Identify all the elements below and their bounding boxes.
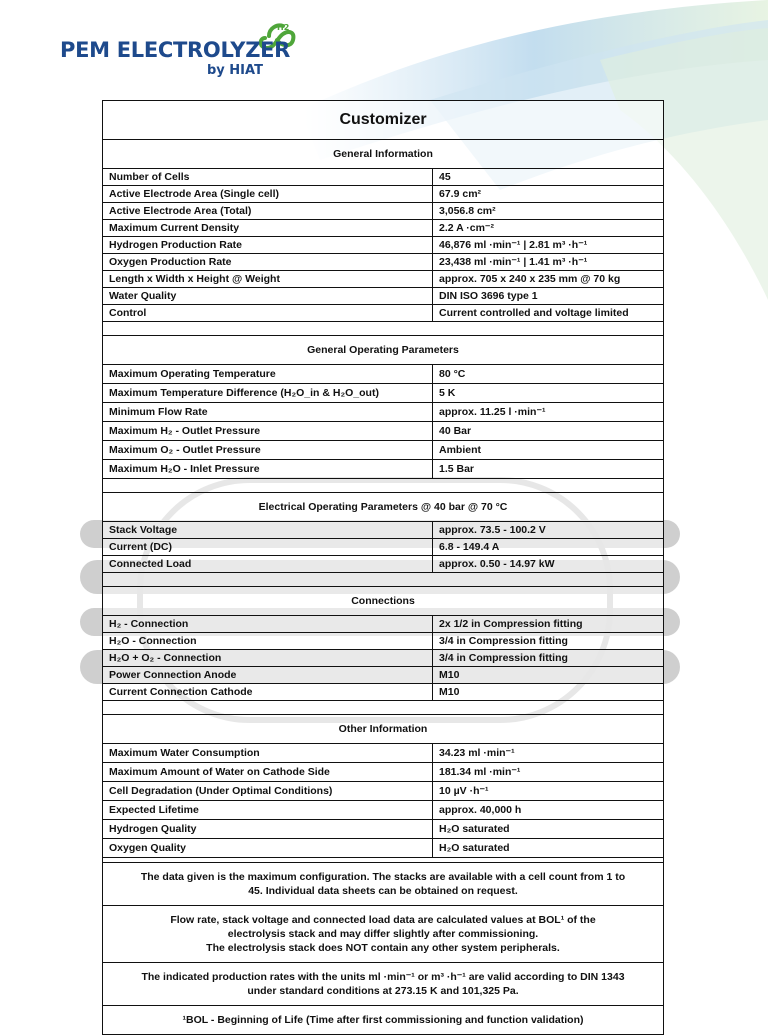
spec-value: 3,056.8 cm² [433,203,664,220]
spec-value: 2.2 A ·cm⁻² [433,220,664,237]
table-row [103,305,663,322]
spec-label: Active Electrode Area (Single cell) [103,186,433,203]
table-row [103,460,663,479]
spec-label: Number of Cells [103,169,433,186]
table-row [103,271,663,288]
spec-table [103,616,663,701]
footnote-line: The electrolysis stack does NOT contain any other system peripherals. [206,942,560,954]
table-row [103,839,663,858]
spec-label: Active Electrode Area (Total) [103,203,433,220]
table-row [103,820,663,839]
footnote-block [103,962,663,1005]
spec-value: 5 K [433,384,664,403]
section-heading: Electrical Operating Parameters @ 40 bar @ 70 °C [103,493,663,522]
table-row [103,801,663,820]
spec-label: H₂ - Connection [103,616,433,633]
spec-value: DIN ISO 3696 type 1 [433,288,664,305]
table-row [103,237,663,254]
spec-value: 1.5 Bar [433,460,664,479]
footnote-block [103,1005,663,1034]
spec-label: Maximum Temperature Difference (H₂O_in & H₂O_out) [103,384,433,403]
spec-value: approx. 0.50 - 14.97 kW [433,556,664,573]
section-spacer [103,322,663,336]
customizer-datasheet [102,100,664,1035]
spec-label: Current Connection Cathode [103,684,433,701]
table-row [103,539,663,556]
spec-value: approx. 705 x 240 x 235 mm @ 70 kg [433,271,664,288]
table-row [103,667,663,684]
spec-label: Maximum Amount of Water on Cathode Side [103,763,433,782]
section-spacer [103,701,663,715]
spec-value: H₂O saturated [433,820,664,839]
table-row [103,203,663,220]
spec-label: Maximum O₂ - Outlet Pressure [103,441,433,460]
section-heading: Other Information [103,715,663,744]
footnote-line: The indicated production rates with the units ml ·min⁻¹ or m³ ·h⁻¹ are valid according to DIN 1343 [141,971,625,983]
spec-value: 10 µV ·h⁻¹ [433,782,664,801]
spec-value: H₂O saturated [433,839,664,858]
spec-value: 2x 1/2 in Compression fitting [433,616,664,633]
footnote-block [103,862,663,905]
spec-value: approx. 40,000 h [433,801,664,820]
page-title: Customizer [103,101,663,140]
footnote-line: 45. Individual data sheets can be obtained on request. [248,885,518,897]
footnote-line: ¹BOL - Beginning of Life (Time after first commissioning and function validation) [182,1014,584,1026]
table-row [103,782,663,801]
table-row [103,288,663,305]
table-row [103,169,663,186]
section-heading: Connections [103,587,663,616]
logo-subtitle: by HIAT [207,63,263,78]
table-row [103,441,663,460]
spec-label: Current (DC) [103,539,433,556]
logo-mark-text: H2 [277,23,290,32]
spec-value: M10 [433,684,664,701]
spec-value: 45 [433,169,664,186]
spec-value: 3/4 in Compression fitting [433,650,664,667]
spec-value: M10 [433,667,664,684]
spec-label: Maximum Current Density [103,220,433,237]
spec-table [103,169,663,322]
footnote-line: under standard conditions at 273.15 K and 101,325 Pa. [247,985,519,997]
spec-label: Oxygen Quality [103,839,433,858]
spec-value: 6.8 - 149.4 A [433,539,664,556]
spec-value: 3/4 in Compression fitting [433,633,664,650]
spec-value: Current controlled and voltage limited [433,305,664,322]
spec-table [103,365,663,479]
spec-value: 67.9 cm² [433,186,664,203]
table-row [103,403,663,422]
footnote-line: electrolysis stack and may differ slightly after commissioning. [227,928,539,940]
footnote-block [103,905,663,962]
table-row [103,522,663,539]
table-row [103,422,663,441]
spec-label: Water Quality [103,288,433,305]
section-heading: General Information [103,140,663,169]
logo-wordmark: PEM ELECTROLYZER [60,38,291,62]
spec-label: Oxygen Production Rate [103,254,433,271]
spec-label: Control [103,305,433,322]
spec-label: Maximum H₂ - Outlet Pressure [103,422,433,441]
table-row [103,384,663,403]
brand-logo [60,18,300,88]
spec-value: 181.34 ml ·min⁻¹ [433,763,664,782]
footnote-line: The data given is the maximum configuration. The stacks are available with a cell count from 1 to [140,871,626,883]
spec-table [103,522,663,573]
spec-value: Ambient [433,441,664,460]
table-row [103,744,663,763]
spec-label: Expected Lifetime [103,801,433,820]
spec-label: Stack Voltage [103,522,433,539]
spec-value: approx. 11.25 l ·min⁻¹ [433,403,664,422]
section-spacer [103,479,663,493]
table-row [103,186,663,203]
spec-value: 40 Bar [433,422,664,441]
spec-value: 23,438 ml ·min⁻¹ | 1.41 m³ ·h⁻¹ [433,254,664,271]
spec-label: H₂O + O₂ - Connection [103,650,433,667]
spec-value: 46,876 ml ·min⁻¹ | 2.81 m³ ·h⁻¹ [433,237,664,254]
spec-table [103,744,663,858]
table-row [103,254,663,271]
table-row [103,220,663,237]
spec-label: Power Connection Anode [103,667,433,684]
spec-label: Maximum H₂O - Inlet Pressure [103,460,433,479]
table-row [103,650,663,667]
sections-container [103,140,663,858]
spec-label: Hydrogen Quality [103,820,433,839]
table-row [103,365,663,384]
spec-label: Hydrogen Production Rate [103,237,433,254]
table-row [103,633,663,650]
section-spacer [103,573,663,587]
table-row [103,763,663,782]
spec-label: Cell Degradation (Under Optimal Conditions) [103,782,433,801]
table-row [103,616,663,633]
table-row [103,684,663,701]
spec-value: 34.23 ml ·min⁻¹ [433,744,664,763]
table-row [103,556,663,573]
spec-label: Length x Width x Height @ Weight [103,271,433,288]
footnote-line: Flow rate, stack voltage and connected load data are calculated values at BOL¹ of the [170,914,596,926]
spec-value: 80 °C [433,365,664,384]
spec-label: Connected Load [103,556,433,573]
spec-label: Maximum Water Consumption [103,744,433,763]
spec-label: Maximum Operating Temperature [103,365,433,384]
section-heading: General Operating Parameters [103,336,663,365]
notes-container [103,858,663,1034]
spec-value: approx. 73.5 - 100.2 V [433,522,664,539]
spec-label: H₂O - Connection [103,633,433,650]
spec-label: Minimum Flow Rate [103,403,433,422]
